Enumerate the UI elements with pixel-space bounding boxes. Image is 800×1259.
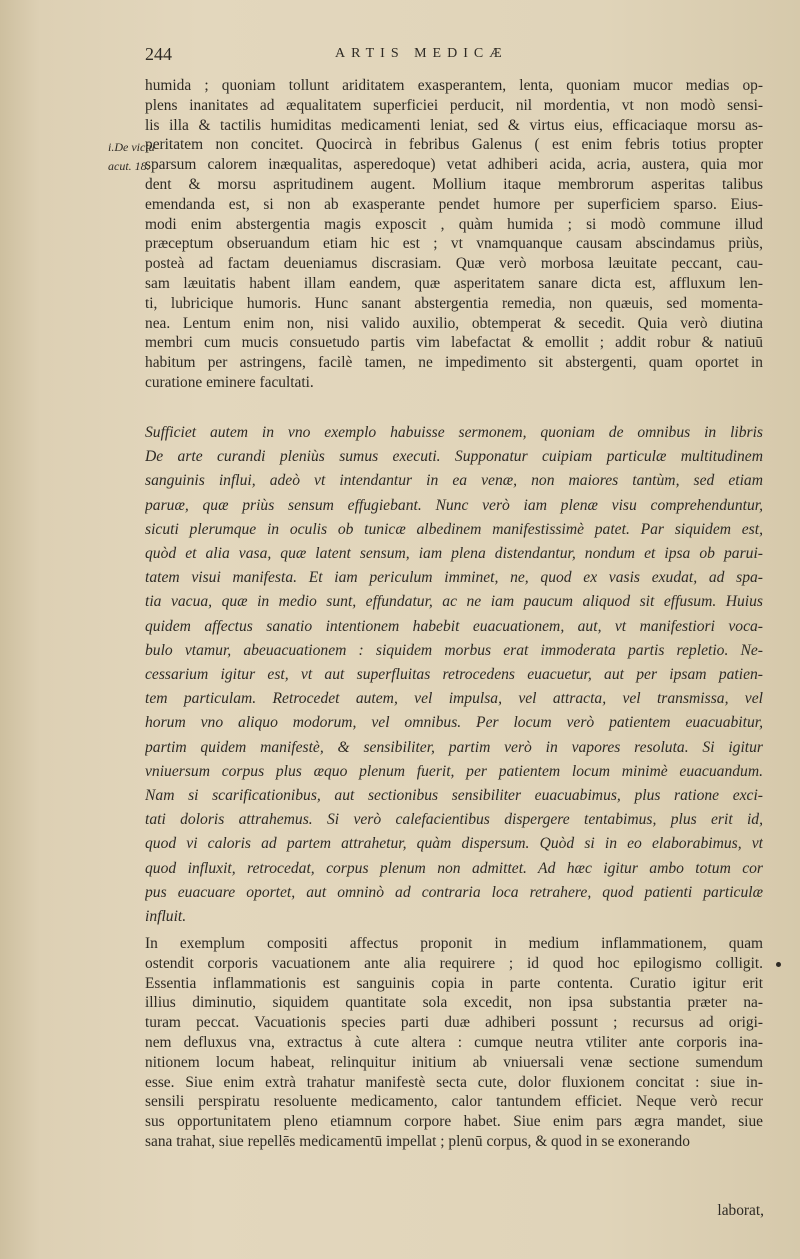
italic-text-paragraph bbox=[145, 421, 763, 929]
text-line: quod influxit, retrocedat, corpus plenum non admittet. Ad hæc igitur ambo totum cor bbox=[145, 859, 763, 877]
text-line: esse. Siue enim extrà trahatur manifestè secta cute, dolor fluxionem concitat : siue in- bbox=[145, 1073, 763, 1091]
text-line: bulo vtamur, abeuacuationem : siquidem morbus erat immoderata partis repletio. Ne- bbox=[145, 641, 763, 659]
text-line: sus opportunitatem pleno etiamnum corpore habet. Siue enim pars ægra mandet, siue bbox=[145, 1113, 763, 1131]
margin-note bbox=[108, 138, 155, 176]
text-line: nea. Lentum enim non, nisi valido auxilio, obtemperat & secedit. Quia verò diutina bbox=[145, 314, 763, 332]
text-line: nem defluxus vna, extractus à cute altera : cumque neutra vtiliter ante corporis ina- bbox=[145, 1033, 763, 1051]
text-line: dent & morsu aspritudinem augent. Mollium itaque membrorum asperitas talibus bbox=[145, 175, 763, 193]
page-number: 244 bbox=[145, 44, 172, 64]
text-line: plens inanitates ad æqualitatem superficiei perducit, nil mordentia, vt non modò sensi- bbox=[145, 96, 763, 114]
text-line: sensili perspiratu resoluente medicamento, calor tantundem efficiet. Neque verò recur bbox=[145, 1093, 763, 1111]
text-line: habitum per astringens, facilè tamen, ne impedimento sit abstergenti, quam oportet in bbox=[145, 354, 763, 372]
text-line: humida ; quoniam tollunt ariditatem exasperantem, lenta, quoniam mucor medias op- bbox=[145, 77, 763, 94]
text-line: tati doloris attrahemus. Si verò calefacientibus dispergere tentabimus, plus erit id, bbox=[145, 811, 763, 829]
text-line: Nam si scarificationibus, aut sectionibus sensibiliter euacuabimus, plus ratione exci- bbox=[145, 787, 763, 805]
text-line: Essentia inflammationis est sanguinis copia in parte contenta. Curatio igitur erit bbox=[145, 974, 763, 992]
text-line: quidem affectus sanatio intentionem habebit euacuationem, aut, vt manifestiori voca- bbox=[145, 617, 763, 635]
text-line: vniuersum corpus plus æquo plenum fuerit, per patientem locum minimè euacuandum. bbox=[145, 762, 763, 780]
text-line: Sufficiet autem in vno exemplo habuisse sermonem, quoniam de omnibus in libris bbox=[145, 424, 763, 441]
text-line: ti, lubricique humoris. Hunc sanant abstergentia remedia, non quæuis, sed momenta- bbox=[145, 294, 763, 312]
text-line: præceptum obseruandum etiam hic est ; vt vnamquanque causam abscindamus priùs, bbox=[145, 235, 763, 253]
text-line: posteà ad factam deueniamus discrasiam. Quæ verò morbosa læuitate peccant, cau- bbox=[145, 255, 763, 273]
text-line: illius diminutio, siquidem quantitate sola excedit, non ipsa substantia præter na- bbox=[145, 994, 763, 1012]
text-line: curatione eminere facultati. bbox=[145, 373, 314, 391]
text-line: emendanda est, si non ab exasperante pendet humore per superficiem sparso. Eius- bbox=[145, 195, 763, 213]
text-line: peritatem non concitet. Quocircà in febribus Galenus ( est enim febris totius propter bbox=[145, 136, 763, 154]
text-line: nitionem locum habeat, relinquitur initium ab vniuersali venæ sectione sumendum bbox=[145, 1053, 763, 1071]
text-line: turam peccat. Vacuationis species parti duæ adhiberi possunt ; recursus ad origi- bbox=[145, 1014, 763, 1032]
page-header bbox=[145, 44, 755, 70]
text-line: lis illa & tactilis humiditas medicamenti leniat, sed & virtus eius, efficaciaque morsu as- bbox=[145, 116, 763, 134]
margin-note-line: i.De victu bbox=[108, 140, 155, 154]
text-line: membri cum mucis consuetudo partis vim labefactat & emollit ; addit robur & natiuū bbox=[145, 334, 763, 352]
text-line: horum vno aliquo modorum, vel omnibus. Per locum verò patientem euacuabitur, bbox=[145, 714, 763, 732]
text-line: tatem visui manifesta. Et iam periculum imminet, ne, quod ex vasis exudat, ad spa- bbox=[145, 569, 763, 587]
text-line: quòd et alia vasa, quæ latent sensum, iam plena distendantur, nondum et ipsa ob parui- bbox=[145, 545, 763, 563]
running-head: ARTIS MEDICÆ bbox=[335, 46, 508, 61]
text-line: tem particulam. Retrocedet autem, vel impulsa, vel attracta, vel transmissa, vel bbox=[145, 690, 763, 708]
text-line: sparsum calorem inæqualitas, asperedoque) vetat adhiberi acida, acria, austera, quia mor bbox=[145, 156, 763, 174]
text-line: influit. bbox=[145, 908, 187, 926]
margin-note-line: acut. 18. bbox=[108, 159, 150, 173]
catchword: laborat, bbox=[717, 1202, 764, 1219]
text-line: sam læuitatis habent illam eandem, quæ asperitatem sanare dicta est, affluxum len- bbox=[145, 274, 763, 292]
text-line: ostendit corporis vacuationem ante alia requirere ; id quod hoc epilogismo colligit. bbox=[145, 954, 763, 972]
text-line: sicuti plerumque in oculis ob tunicæ albedinem manifestissimè patet. Par siquidem est, bbox=[145, 520, 763, 538]
text-line: tia vacua, quæ in medio sunt, effundatur, ac ne iam paucum aliquod sit effusum. Huius bbox=[145, 593, 763, 611]
text-line: partim quidem manifestè, & sensibiliter, partim verò in vapores resoluta. Si igitur bbox=[145, 738, 763, 756]
text-line: quod vi caloris ad partem attrahetur, quàm dispersum. Quòd si in eo elaborabimus, vt bbox=[145, 835, 763, 853]
text-line: In exemplum compositi affectus proponit in medium inflammationem, quam bbox=[145, 935, 763, 952]
text-line: sanguinis influi, adeò vt intendantur in ea venæ, non maiores tantùm, sed etiam bbox=[145, 472, 763, 490]
commentary-paragraph bbox=[145, 76, 763, 393]
text-line: sana trahat, siue repellēs medicamentū impellat ; plenū corpus, & quod in se exonerando bbox=[145, 1132, 690, 1150]
text-line: cessarium igitur est, vt aut superfluitas retrocedens euacuetur, aut per ipsam patien- bbox=[145, 666, 763, 684]
text-line: paruæ, quæ priùs sensum effugiebant. Nunc verò iam plenæ visu comprehenduntur, bbox=[145, 496, 763, 514]
text-line: De arte curandi pleniùs sumus executi. Supponatur cuipiam particulæ multitudinem bbox=[145, 448, 763, 466]
commentary-paragraph-2 bbox=[145, 934, 763, 1152]
text-line: pus euacuare oportet, aut omninò ad contraria loca retrahere, quod patienti particulæ bbox=[145, 883, 763, 901]
ink-speck bbox=[776, 962, 781, 967]
text-line: modi enim abstergentia magis exposcit , quàm humida ; si modò commune illud bbox=[145, 215, 763, 233]
